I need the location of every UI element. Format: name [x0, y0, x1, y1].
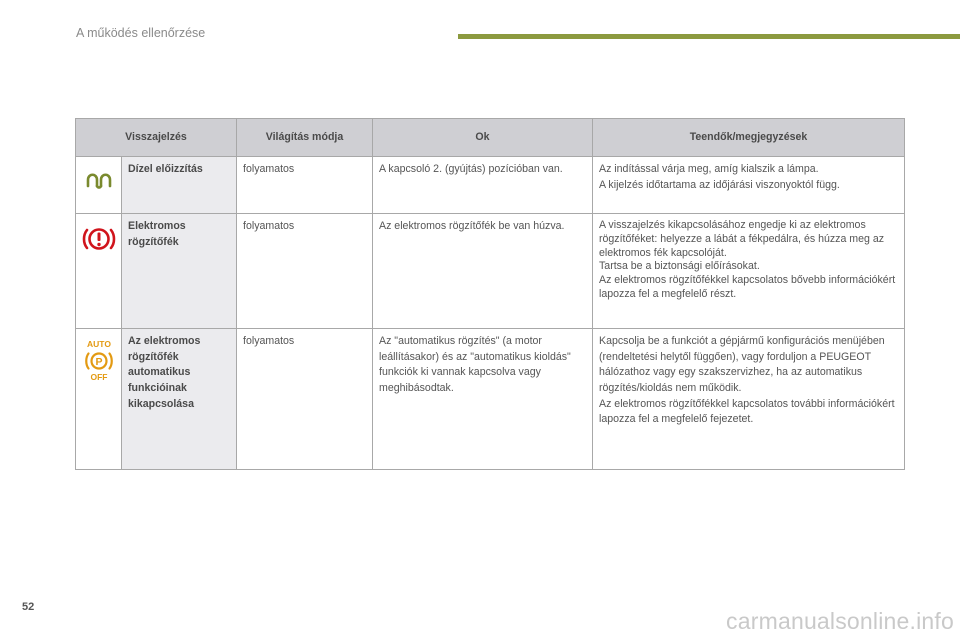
lighting-mode: folyamatos [237, 214, 373, 329]
action-line: A kijelzés időtartama az időjárási viszonyoktól függ. [599, 178, 840, 191]
actions-text [593, 329, 905, 470]
page-number: 52 [22, 601, 35, 613]
table-row [76, 157, 905, 214]
action-line: Tartsa be a biztonsági előírásokat. [599, 260, 760, 273]
table-header-row [76, 119, 905, 157]
auto-icon-text-mid: P [94, 356, 103, 368]
electric-parking-brake-icon [82, 224, 116, 254]
table-row [76, 329, 905, 470]
cause-text: A kapcsoló 2. (gyújtás) pozícióban van. [373, 157, 593, 214]
action-line: Az elektromos rögzítőfékkel kapcsolatos további információkért lapozza fel a megfelelő fejezetet. [599, 397, 895, 426]
action-line: Az indítással várja meg, amíg kialszik a lámpa. [599, 163, 819, 175]
actions-text [593, 214, 905, 329]
indicator-icon-cell [76, 329, 122, 470]
action-line: A visszajelzés kikapcsolásához engedje ki az elektromos rögzítőféket: helyezze a lábát a fékpedálra, és húzza meg az elektromos fék kapcsolóját. [599, 219, 885, 259]
auto-icon-text-top: AUTO [86, 339, 111, 349]
indicator-table [75, 118, 905, 470]
action-line: Az elektromos rögzítőfékkel kapcsolatos bővebb információkért lapozza fel a megfelelő részt. [599, 274, 896, 300]
auto-parking-brake-off-icon [82, 339, 116, 383]
column-header-cause: Ok [373, 119, 593, 157]
column-header-lighting-mode: Világítás módja [237, 119, 373, 157]
column-header-actions: Teendők/megjegyzések [593, 119, 905, 157]
glow-plug-icon [84, 169, 114, 189]
indicator-icon-cell [76, 214, 122, 329]
column-header-indicator: Visszajelzés [76, 119, 237, 157]
cause-text: Az "automatikus rögzítés" (a motor leállításakor) és az "automatikus kioldás" funkciók ki vannak kapcsolva vagy meghibásodtak. [373, 329, 593, 470]
indicator-label: Dízel előizzítás [122, 157, 237, 214]
cause-text: Az elektromos rögzítőfék be van húzva. [373, 214, 593, 329]
auto-icon-text-bottom: OFF [90, 372, 107, 382]
table-row [76, 214, 905, 329]
indicator-icon-cell [76, 157, 122, 214]
section-accent-bar [458, 34, 960, 39]
lighting-mode: folyamatos [237, 157, 373, 214]
lighting-mode: folyamatos [237, 329, 373, 470]
actions-text [593, 157, 905, 214]
watermark: carmanualsonline.info [726, 608, 954, 634]
section-title: A működés ellenőrzése [76, 26, 206, 40]
indicator-label: Az elektromos rögzítőfék automatikus funkcióinak kikapcsolása [122, 329, 237, 470]
indicator-label: Elektromos rögzítőfék [122, 214, 237, 329]
action-line: Kapcsolja be a funkciót a gépjármű konfigurációs menüjében (rendeltetési helytől függően), vagy forduljon a PEUGEOT hálózathoz vagy egy szakszervizhez, ha az automatikus rögzítés/kioldás nem működik. [599, 335, 885, 395]
